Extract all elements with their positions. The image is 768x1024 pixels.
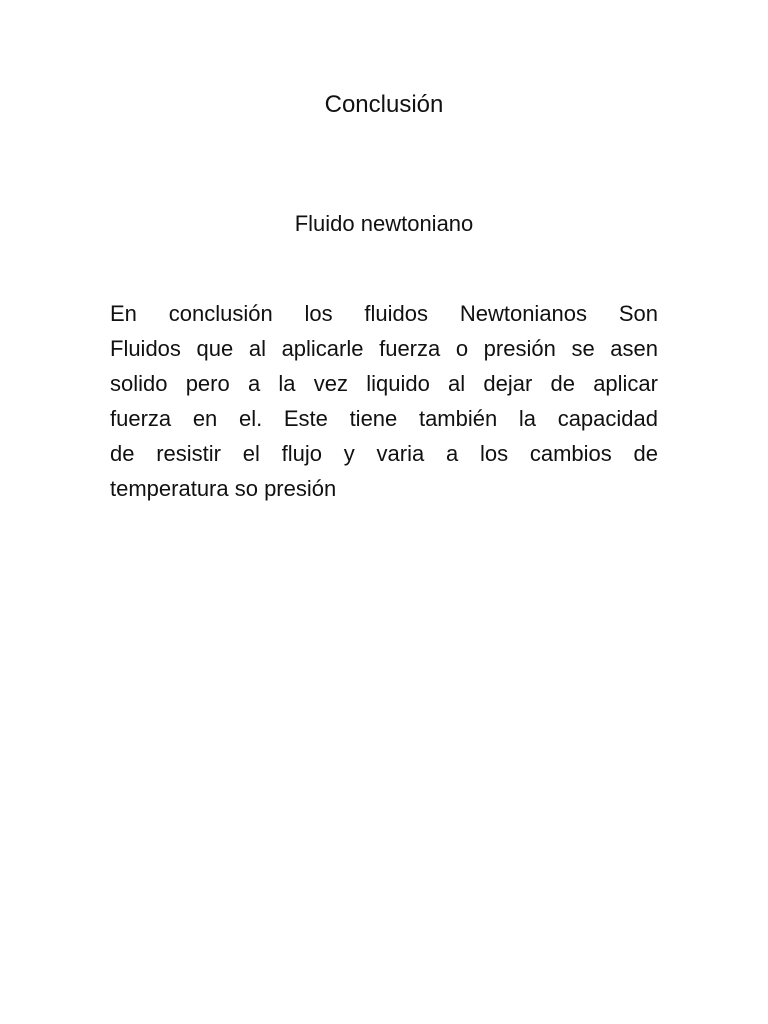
page-title: Conclusión bbox=[324, 91, 444, 118]
section-heading: Fluido newtoniano bbox=[294, 211, 474, 236]
body-paragraph bbox=[110, 296, 658, 506]
paragraph-line: fuerza en el. Este tiene también la capacidad bbox=[110, 406, 658, 431]
paragraph-line: temperatura so presión bbox=[110, 476, 337, 501]
paragraph-line: En conclusión los fluidos Newtonianos Son bbox=[110, 301, 658, 326]
paragraph-line: solido pero a la vez liquido al dejar de aplicar bbox=[110, 371, 658, 396]
paragraph-line: de resistir el flujo y varia a los cambios de bbox=[110, 441, 658, 466]
paragraph-line: Fluidos que al aplicarle fuerza o presión se asen bbox=[110, 336, 658, 361]
